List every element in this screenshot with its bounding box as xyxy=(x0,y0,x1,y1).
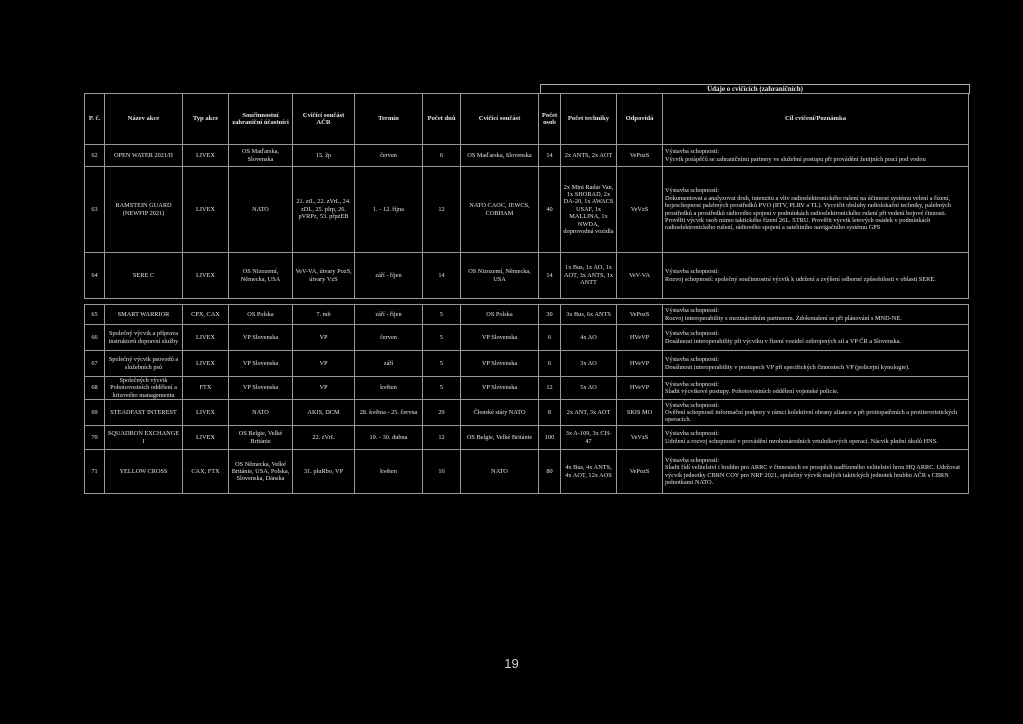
col-header: Počet dnů xyxy=(423,94,461,145)
table-row xyxy=(85,253,969,299)
cell-force: OS Nizozemí, Německa, USA xyxy=(461,253,539,299)
cell-name: SERE C xyxy=(105,253,183,299)
goal-label: Výstavba schopností: xyxy=(665,330,720,338)
page-number: 19 xyxy=(504,656,519,671)
cell-persons: 14 xyxy=(539,145,561,167)
goal-label: Výstavba schopností: xyxy=(665,268,720,276)
cell-days: 16 xyxy=(423,450,461,494)
cell-persons: 8 xyxy=(539,400,561,426)
cell-type: FTX xyxy=(183,377,229,400)
cell-partners: OS Maďarska, Slovenska xyxy=(229,145,293,167)
cell-unit: VP xyxy=(293,325,355,351)
cell-n: 62 xyxy=(85,145,105,167)
cell-unit: 7. mb xyxy=(293,305,355,325)
cell-n: 68 xyxy=(85,377,105,400)
table-row xyxy=(85,400,969,426)
goal-label: Výstavba schopností: xyxy=(665,430,720,438)
goal-label: Výstavba schopností: xyxy=(665,401,720,409)
cell-persons: 40 xyxy=(539,167,561,253)
cell-days: 5 xyxy=(423,325,461,351)
cell-unit: AKIS, DCM xyxy=(293,400,355,426)
cell-term: 1. - 12. října xyxy=(355,167,423,253)
cell-persons: 6 xyxy=(539,325,561,351)
col-header: Součinnostní zahraniční účastníci xyxy=(229,94,293,145)
cell-n: 64 xyxy=(85,253,105,299)
cell-n: 69 xyxy=(85,400,105,426)
cell-partners: OS Polska xyxy=(229,305,293,325)
cell-partners: VP Slovenska xyxy=(229,351,293,377)
goal-text: Dosáhnout interoperability při výcviku v řízení vozidel ozbrojených sil a VP ČR a Slovenska. xyxy=(665,337,902,345)
goal-text: Rozvoj interoperability s mezinárodním partnerem. Zdokonalení se při plánování s MND-NE. xyxy=(665,314,902,322)
cell-tech: 3x A-109, 3x CH-47 xyxy=(561,426,617,450)
cell-force: OS Maďarska, Slovenska xyxy=(461,145,539,167)
cell-resp: HVeVP xyxy=(617,351,663,377)
cell-goal xyxy=(663,305,969,325)
goal-label: Výstavba schopností: xyxy=(665,380,720,388)
cell-name: Společný výcvik psovodů a služebních psů xyxy=(105,351,183,377)
cell-resp: VeV-VA xyxy=(617,253,663,299)
cell-type: CAX, FTX xyxy=(183,450,229,494)
cell-n: 63 xyxy=(85,167,105,253)
cell-resp: HVeVP xyxy=(617,325,663,351)
cell-force: VP Slovenska xyxy=(461,351,539,377)
cell-unit: 15. žp xyxy=(293,145,355,167)
cell-name: SMART WARRIOR xyxy=(105,305,183,325)
cell-days: 5 xyxy=(423,351,461,377)
col-header: Termín xyxy=(355,94,423,145)
cell-term: květen xyxy=(355,450,423,494)
cell-type: CPX, CAX xyxy=(183,305,229,325)
cell-goal xyxy=(663,377,969,400)
cell-force: NATO xyxy=(461,450,539,494)
cell-goal xyxy=(663,253,969,299)
goal-text: Dosáhnout interoperability v postupech VP při specifických činnostech VP (policejní kynologie). xyxy=(665,363,910,371)
goal-label: Výstavba schopností: xyxy=(665,356,720,364)
cell-unit: 21. ztL, 22. zVrL, 24. zDL, 25. plrp, 26. pVRPz, 53. přpzEB xyxy=(293,167,355,253)
cell-type: LIVEX xyxy=(183,325,229,351)
cell-tech: 2x ANTS, 2x AOT xyxy=(561,145,617,167)
cell-force: NATO CAOC, JEWCS, COBHAM xyxy=(461,167,539,253)
cell-name: STEADFAST INTEREST xyxy=(105,400,183,426)
cell-resp: VePozS xyxy=(617,145,663,167)
goal-text: Ověření schopností informační podpory v rámci kolektivní obrany aliance a při protiopatřeních a protiteroristických operacích. xyxy=(665,409,958,424)
cell-persons: 6 xyxy=(539,351,561,377)
cell-term: 28. května - 25. června xyxy=(355,400,423,426)
cell-name: RAMSTEIN GUARD (NEWFIP 2021) xyxy=(105,167,183,253)
goal-text: Rozvoj schopností: společný součinnostní výcvik k udržení a zvýšení odborné způsobilosti v oblasti SERE. xyxy=(665,275,936,283)
cell-goal xyxy=(663,426,969,450)
cell-tech: 3x AO xyxy=(561,351,617,377)
cell-unit: VeV-VA, útvary PozS, útvary VzS xyxy=(293,253,355,299)
goal-text: Sladit výcvikové postupy. Pohotovostních oddělení vojenské policie. xyxy=(665,388,839,396)
cell-type: LIVEX xyxy=(183,145,229,167)
cell-partners: OS Nizozemí, Německa, USA xyxy=(229,253,293,299)
col-header: Typ akce xyxy=(183,94,229,145)
cell-tech: 1x Bus, 1x AO, 1x AOT, 3x ANTS, 1x ANTT xyxy=(561,253,617,299)
table-row xyxy=(85,325,969,351)
cell-partners: VP Slovenska xyxy=(229,325,293,351)
cell-resp: HVeVP xyxy=(617,377,663,400)
cell-unit: VP xyxy=(293,377,355,400)
cell-tech: 2x ANT, 3x AOT xyxy=(561,400,617,426)
goal-label: Výstavba schopností: xyxy=(665,307,720,315)
cell-tech: 4x Bus, 4x ANTS, 4x AOT, 12x AOS xyxy=(561,450,617,494)
cell-persons: 30 xyxy=(539,305,561,325)
col-header: P. č. xyxy=(85,94,105,145)
foreign-participants-label: Údaje o cvičících (zahraničních) xyxy=(707,85,803,93)
goal-label: Výstavba schopností: xyxy=(665,187,720,195)
cell-persons: 14 xyxy=(539,253,561,299)
cell-n: 70 xyxy=(85,426,105,450)
cell-days: 12 xyxy=(423,167,461,253)
cell-n: 67 xyxy=(85,351,105,377)
table-row xyxy=(85,450,969,494)
header-row xyxy=(85,94,969,145)
cell-force: VP Slovenska xyxy=(461,377,539,400)
cell-goal xyxy=(663,325,969,351)
cell-goal xyxy=(663,145,969,167)
cell-name: Společný výcvik a příprava instruktorů dopravní služby xyxy=(105,325,183,351)
goal-text: Sladit řídí velitelství i hrubho pro ARRC v činnostech ve prospěch nadřízeného velitelství hrou HQ ARRC. Udržovat výcvik jednotky CBRN COY pro NRF 2021, společný výcvik malých taktických jednotek hrubho AČR s CBRN jednotkami NATO. xyxy=(665,464,961,487)
cell-persons: 12 xyxy=(539,377,561,400)
cell-term: 19. - 30. dubna xyxy=(355,426,423,450)
cell-tech: 4x AO xyxy=(561,325,617,351)
cell-term: červen xyxy=(355,145,423,167)
cell-partners: OS Belgie, Velké Británie xyxy=(229,426,293,450)
col-header: Počet techniky xyxy=(561,94,617,145)
cell-term: září - říjen xyxy=(355,305,423,325)
cell-days: 6 xyxy=(423,145,461,167)
cell-term: červen xyxy=(355,325,423,351)
cell-resp: VePozS xyxy=(617,305,663,325)
col-header: Cvičící součást xyxy=(461,94,539,145)
goal-text: Udržení a rozvoj schopností v provádění mrohonárodních vrtulníkových operací. Nácvik plnění úkolů HNS. xyxy=(665,437,938,445)
cell-force: OS Belgie, Velké Británie xyxy=(461,426,539,450)
cell-days: 5 xyxy=(423,377,461,400)
col-header: Cvičící součást AČR xyxy=(293,94,355,145)
cell-resp: VePozS xyxy=(617,450,663,494)
cell-type: LIVEX xyxy=(183,167,229,253)
cell-unit: VP xyxy=(293,351,355,377)
cell-goal xyxy=(663,351,969,377)
table-row xyxy=(85,145,969,167)
cell-resp: VeVzS xyxy=(617,426,663,450)
cell-resp: SKIS MO xyxy=(617,400,663,426)
cell-tech: 5x AO xyxy=(561,377,617,400)
col-header: Počet osob xyxy=(539,94,561,145)
cell-n: 65 xyxy=(85,305,105,325)
cell-unit: 22. zVrL xyxy=(293,426,355,450)
col-header: Cíl cvičení/Poznámka xyxy=(663,94,969,145)
cell-persons: 100 xyxy=(539,426,561,450)
table-row xyxy=(85,426,969,450)
cell-force: OS Polska xyxy=(461,305,539,325)
cell-force: Členské státy NATO xyxy=(461,400,539,426)
cell-tech: 2x Mini Radar Van, 1x SHORAD, 2x DA-20, 1x AWACS USAF, 1x MALLINA, 1x NWDA, doprovodná vozidla xyxy=(561,167,617,253)
cell-term: září xyxy=(355,351,423,377)
cell-name: OPEN WATER 2021/II xyxy=(105,145,183,167)
cell-type: LIVEX xyxy=(183,351,229,377)
cell-days: 14 xyxy=(423,253,461,299)
cell-days: 5 xyxy=(423,305,461,325)
cell-name: SQUADRON EXCHANGE I xyxy=(105,426,183,450)
cell-term: září - říjen xyxy=(355,253,423,299)
cell-type: LIVEX xyxy=(183,253,229,299)
cell-type: LIVEX xyxy=(183,400,229,426)
table-row xyxy=(85,351,969,377)
cell-resp: VeVzS xyxy=(617,167,663,253)
cell-partners: OS Německa, Velké Británie, USA, Polska, Slovenska, Dánska xyxy=(229,450,293,494)
cell-persons: 80 xyxy=(539,450,561,494)
cell-name: Společných výcvik Pohotovostních oddělení a krizového managementu xyxy=(105,377,183,400)
cell-n: 71 xyxy=(85,450,105,494)
col-header: Název akce xyxy=(105,94,183,145)
cell-n: 66 xyxy=(85,325,105,351)
cell-type: LIVEX xyxy=(183,426,229,450)
goal-text: Dokumentovat a analyzovat druh, intenzitu a vliv radioelektronického rušení na účinnost systému velení a řízení, bojeschopnost palebných prostředků PVO (RTV, PLRV a TL). Vycvičit obsluhy radiolokační techniky, palebných prostředků a prostředků rádiového spojení v podmínkách radioelektronického rušení při vedení bojové činnosti. Prověřit výcvik osob mimo taktického řízení 26L. STRU. Prověřit výcvik letových osádek v podmínkách radioelektronického rušení, rádiového spojení a satelitního navigačního systému GPS xyxy=(665,194,951,232)
cell-term: květen xyxy=(355,377,423,400)
cell-partners: VP Slovenska xyxy=(229,377,293,400)
goal-label: Výstavba schopností: xyxy=(665,148,720,156)
table-row xyxy=(85,305,969,325)
col-header: Odpovídá xyxy=(617,94,663,145)
cell-days: 29 xyxy=(423,400,461,426)
cell-goal xyxy=(663,400,969,426)
goal-label: Výstavba schopností: xyxy=(665,456,720,464)
table-row xyxy=(85,167,969,253)
cell-force: VP Slovenska xyxy=(461,325,539,351)
cell-name: YELLOW CROSS xyxy=(105,450,183,494)
cell-goal xyxy=(663,167,969,253)
exercises-table xyxy=(84,93,969,494)
cell-goal xyxy=(663,450,969,494)
cell-partners: NATO xyxy=(229,167,293,253)
table-row xyxy=(85,377,969,400)
cell-days: 12 xyxy=(423,426,461,450)
goal-text: Výcvik potápěčů se zahraničními partnery ve služební postupu při provádění ženijních prací pod vodou xyxy=(665,155,926,163)
table-body xyxy=(85,145,969,494)
cell-tech: 3x Bus, 6x ANTS xyxy=(561,305,617,325)
cell-unit: 31. pluRbo, VP xyxy=(293,450,355,494)
cell-partners: NATO xyxy=(229,400,293,426)
